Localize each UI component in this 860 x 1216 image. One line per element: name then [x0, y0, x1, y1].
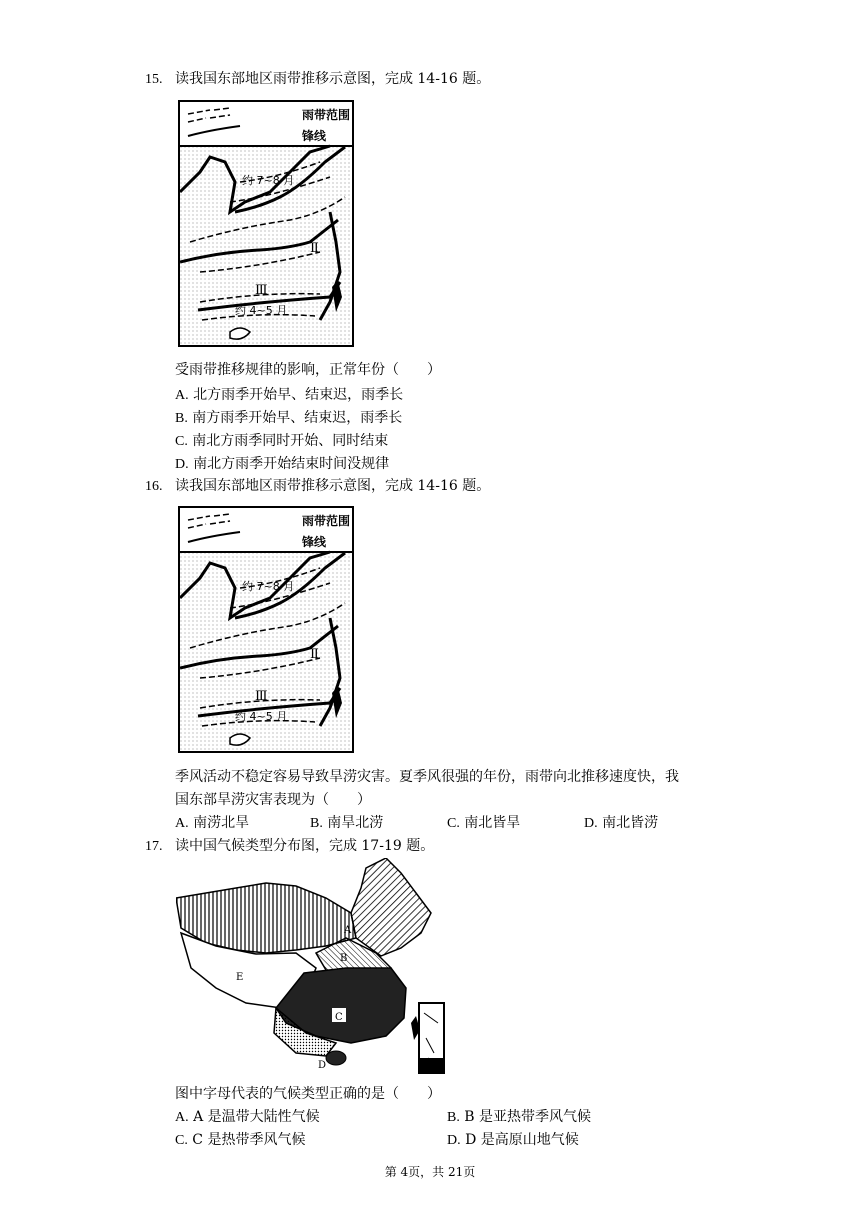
option-a[interactable]: A. 南涝北旱 — [175, 815, 250, 831]
question-15-text: 受雨带推移规律的影响，正常年份（ ） — [175, 362, 441, 378]
option-b[interactable]: B. 南方雨季开始早、结束迟，雨季长 — [175, 410, 403, 426]
map-label-jul-aug: 约 7~8 月 — [242, 174, 295, 187]
legend-front-label: 锋线 — [302, 535, 327, 549]
map-label-II: Ⅱ — [310, 241, 319, 256]
rainbelt-map-figure — [178, 100, 354, 347]
map-letter-b: B — [340, 953, 348, 964]
option-a[interactable]: A. A 是温带大陆性气候 — [175, 1109, 320, 1125]
question-stem: 读我国东部地区雨带推移示意图，完成 14-16 题。 — [174, 478, 491, 494]
map-letter-d: D — [318, 1060, 327, 1071]
option-d[interactable]: D. 南北方雨季开始结束时间没规律 — [175, 456, 390, 472]
question-15-header — [145, 68, 490, 88]
question-16-header — [145, 475, 490, 495]
question-number: 15. — [145, 72, 163, 87]
question-stem: 读我国东部地区雨带推移示意图，完成 14-16 题。 — [174, 71, 491, 87]
page-footer: 第 4页，共 21页 — [384, 1165, 476, 1179]
option-c[interactable]: C. 南北方雨季同时开始、同时结束 — [175, 433, 389, 449]
question-17-header — [145, 835, 434, 855]
map-label-apr-may: 约 4~5 月 — [235, 304, 288, 317]
map-label-apr-may: 约 4~5 月 — [235, 710, 288, 723]
legend-front-label: 锋线 — [302, 129, 327, 143]
climate-map-figure — [176, 858, 446, 1076]
legend-range-label: 雨带范围 — [302, 108, 351, 122]
option-d[interactable]: D. 南北皆涝 — [584, 815, 659, 831]
option-c[interactable]: C. C 是热带季风气候 — [175, 1132, 306, 1148]
option-b[interactable]: B. B 是亚热带季风气候 — [447, 1109, 592, 1125]
map-label-II: Ⅱ — [310, 647, 319, 662]
map-label-III: Ⅲ — [255, 283, 268, 298]
rainbelt-map — [180, 102, 352, 345]
map-label-III: Ⅲ — [255, 689, 268, 704]
option-a[interactable]: A. 北方雨季开始早、结束迟，雨季长 — [175, 387, 404, 403]
question-number: 16. — [145, 479, 163, 494]
question-17-text: 图中字母代表的气候类型正确的是（ ） — [175, 1086, 441, 1102]
question-number: 17. — [145, 839, 163, 854]
option-d[interactable]: D. D 是高原山地气候 — [447, 1132, 579, 1148]
legend-range-label: 雨带范围 — [302, 514, 351, 528]
climate-map — [176, 858, 446, 1076]
map-letter-e: E — [236, 972, 244, 983]
option-b[interactable]: B. 南旱北涝 — [310, 815, 384, 831]
rainbelt-map-figure — [178, 506, 354, 753]
map-letter-c: C — [335, 1012, 343, 1023]
question-16-text-line2: 国东部旱涝灾害表现为（ ） — [175, 792, 371, 808]
map-letter-a: A — [344, 925, 352, 936]
map-label-jul-aug: 约 7~8 月 — [242, 580, 295, 593]
option-c[interactable]: C. 南北皆旱 — [447, 815, 521, 831]
question-stem: 读中国气候类型分布图，完成 17-19 题。 — [174, 838, 435, 854]
question-16-text-line1: 季风活动不稳定容易导致旱涝灾害。夏季风很强的年份，雨带向北推移速度快，我 — [175, 769, 679, 785]
rainbelt-map — [180, 508, 352, 751]
